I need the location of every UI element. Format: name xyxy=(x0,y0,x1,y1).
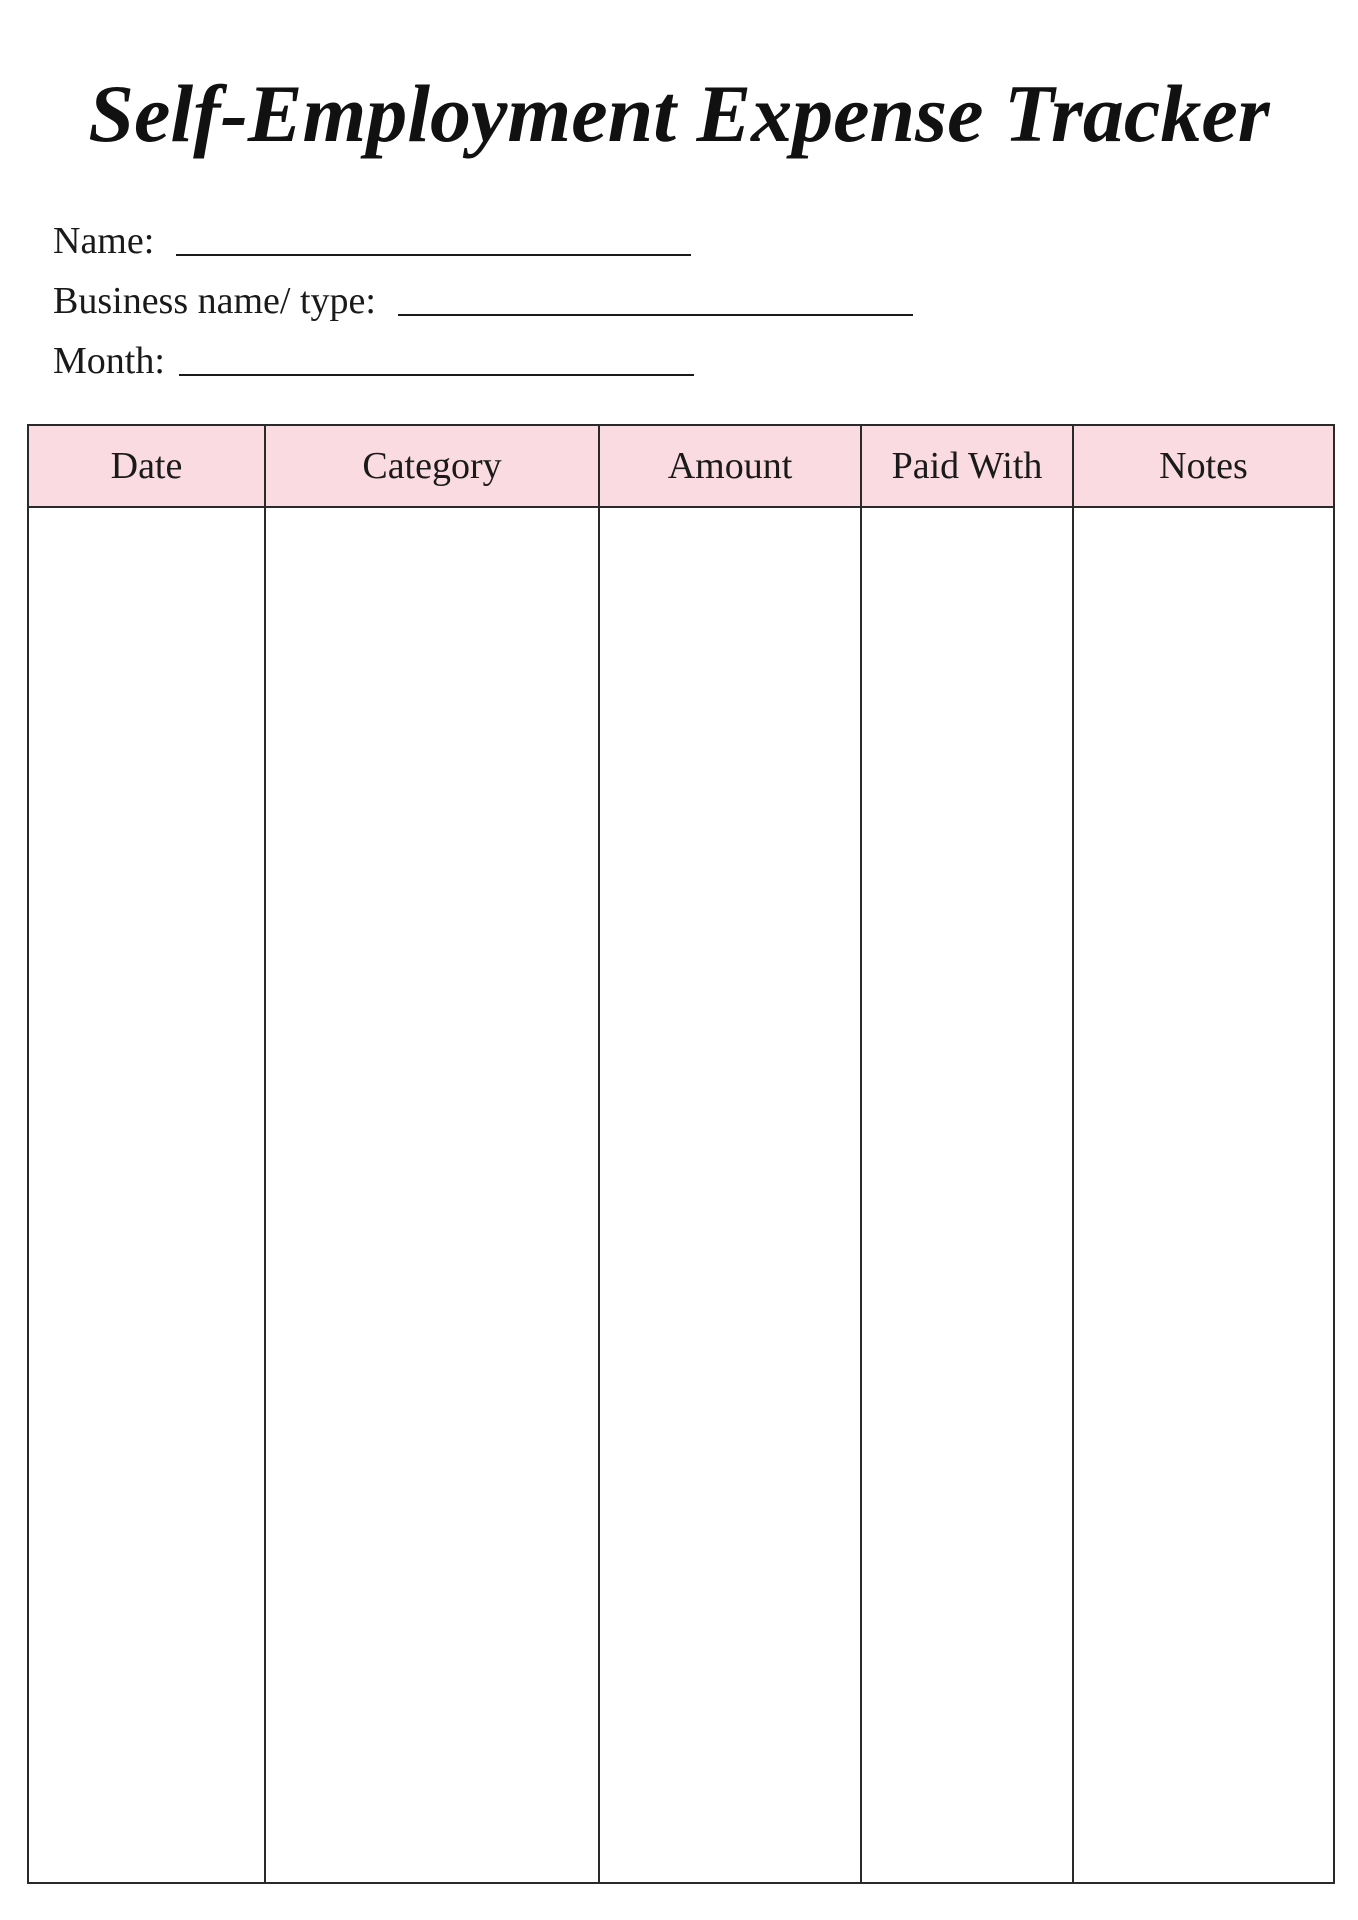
column-header-date: Date xyxy=(28,425,265,507)
page-title: Self-Employment Expense Tracker xyxy=(88,68,1270,159)
table-header-row xyxy=(28,425,1334,507)
name-field-row xyxy=(53,204,913,264)
name-input-line[interactable] xyxy=(176,214,691,256)
info-fields xyxy=(53,204,913,384)
paid-with-column-cell[interactable] xyxy=(861,507,1073,1883)
notes-column-cell[interactable] xyxy=(1073,507,1334,1883)
name-label: Name: xyxy=(53,220,155,262)
expense-table xyxy=(27,424,1335,1884)
business-label: Business name/ type: xyxy=(53,280,376,322)
column-header-paid-with: Paid With xyxy=(861,425,1073,507)
month-input-line[interactable] xyxy=(179,334,694,376)
category-column-cell[interactable] xyxy=(265,507,599,1883)
column-header-category: Category xyxy=(265,425,599,507)
date-column-cell[interactable] xyxy=(28,507,265,1883)
business-input-line[interactable] xyxy=(398,274,913,316)
business-field-row xyxy=(53,264,913,324)
month-field-row xyxy=(53,324,913,384)
amount-column-cell[interactable] xyxy=(599,507,861,1883)
column-header-notes: Notes xyxy=(1073,425,1334,507)
table-body-row xyxy=(28,507,1334,1883)
column-header-amount: Amount xyxy=(599,425,861,507)
month-label: Month: xyxy=(53,340,165,382)
